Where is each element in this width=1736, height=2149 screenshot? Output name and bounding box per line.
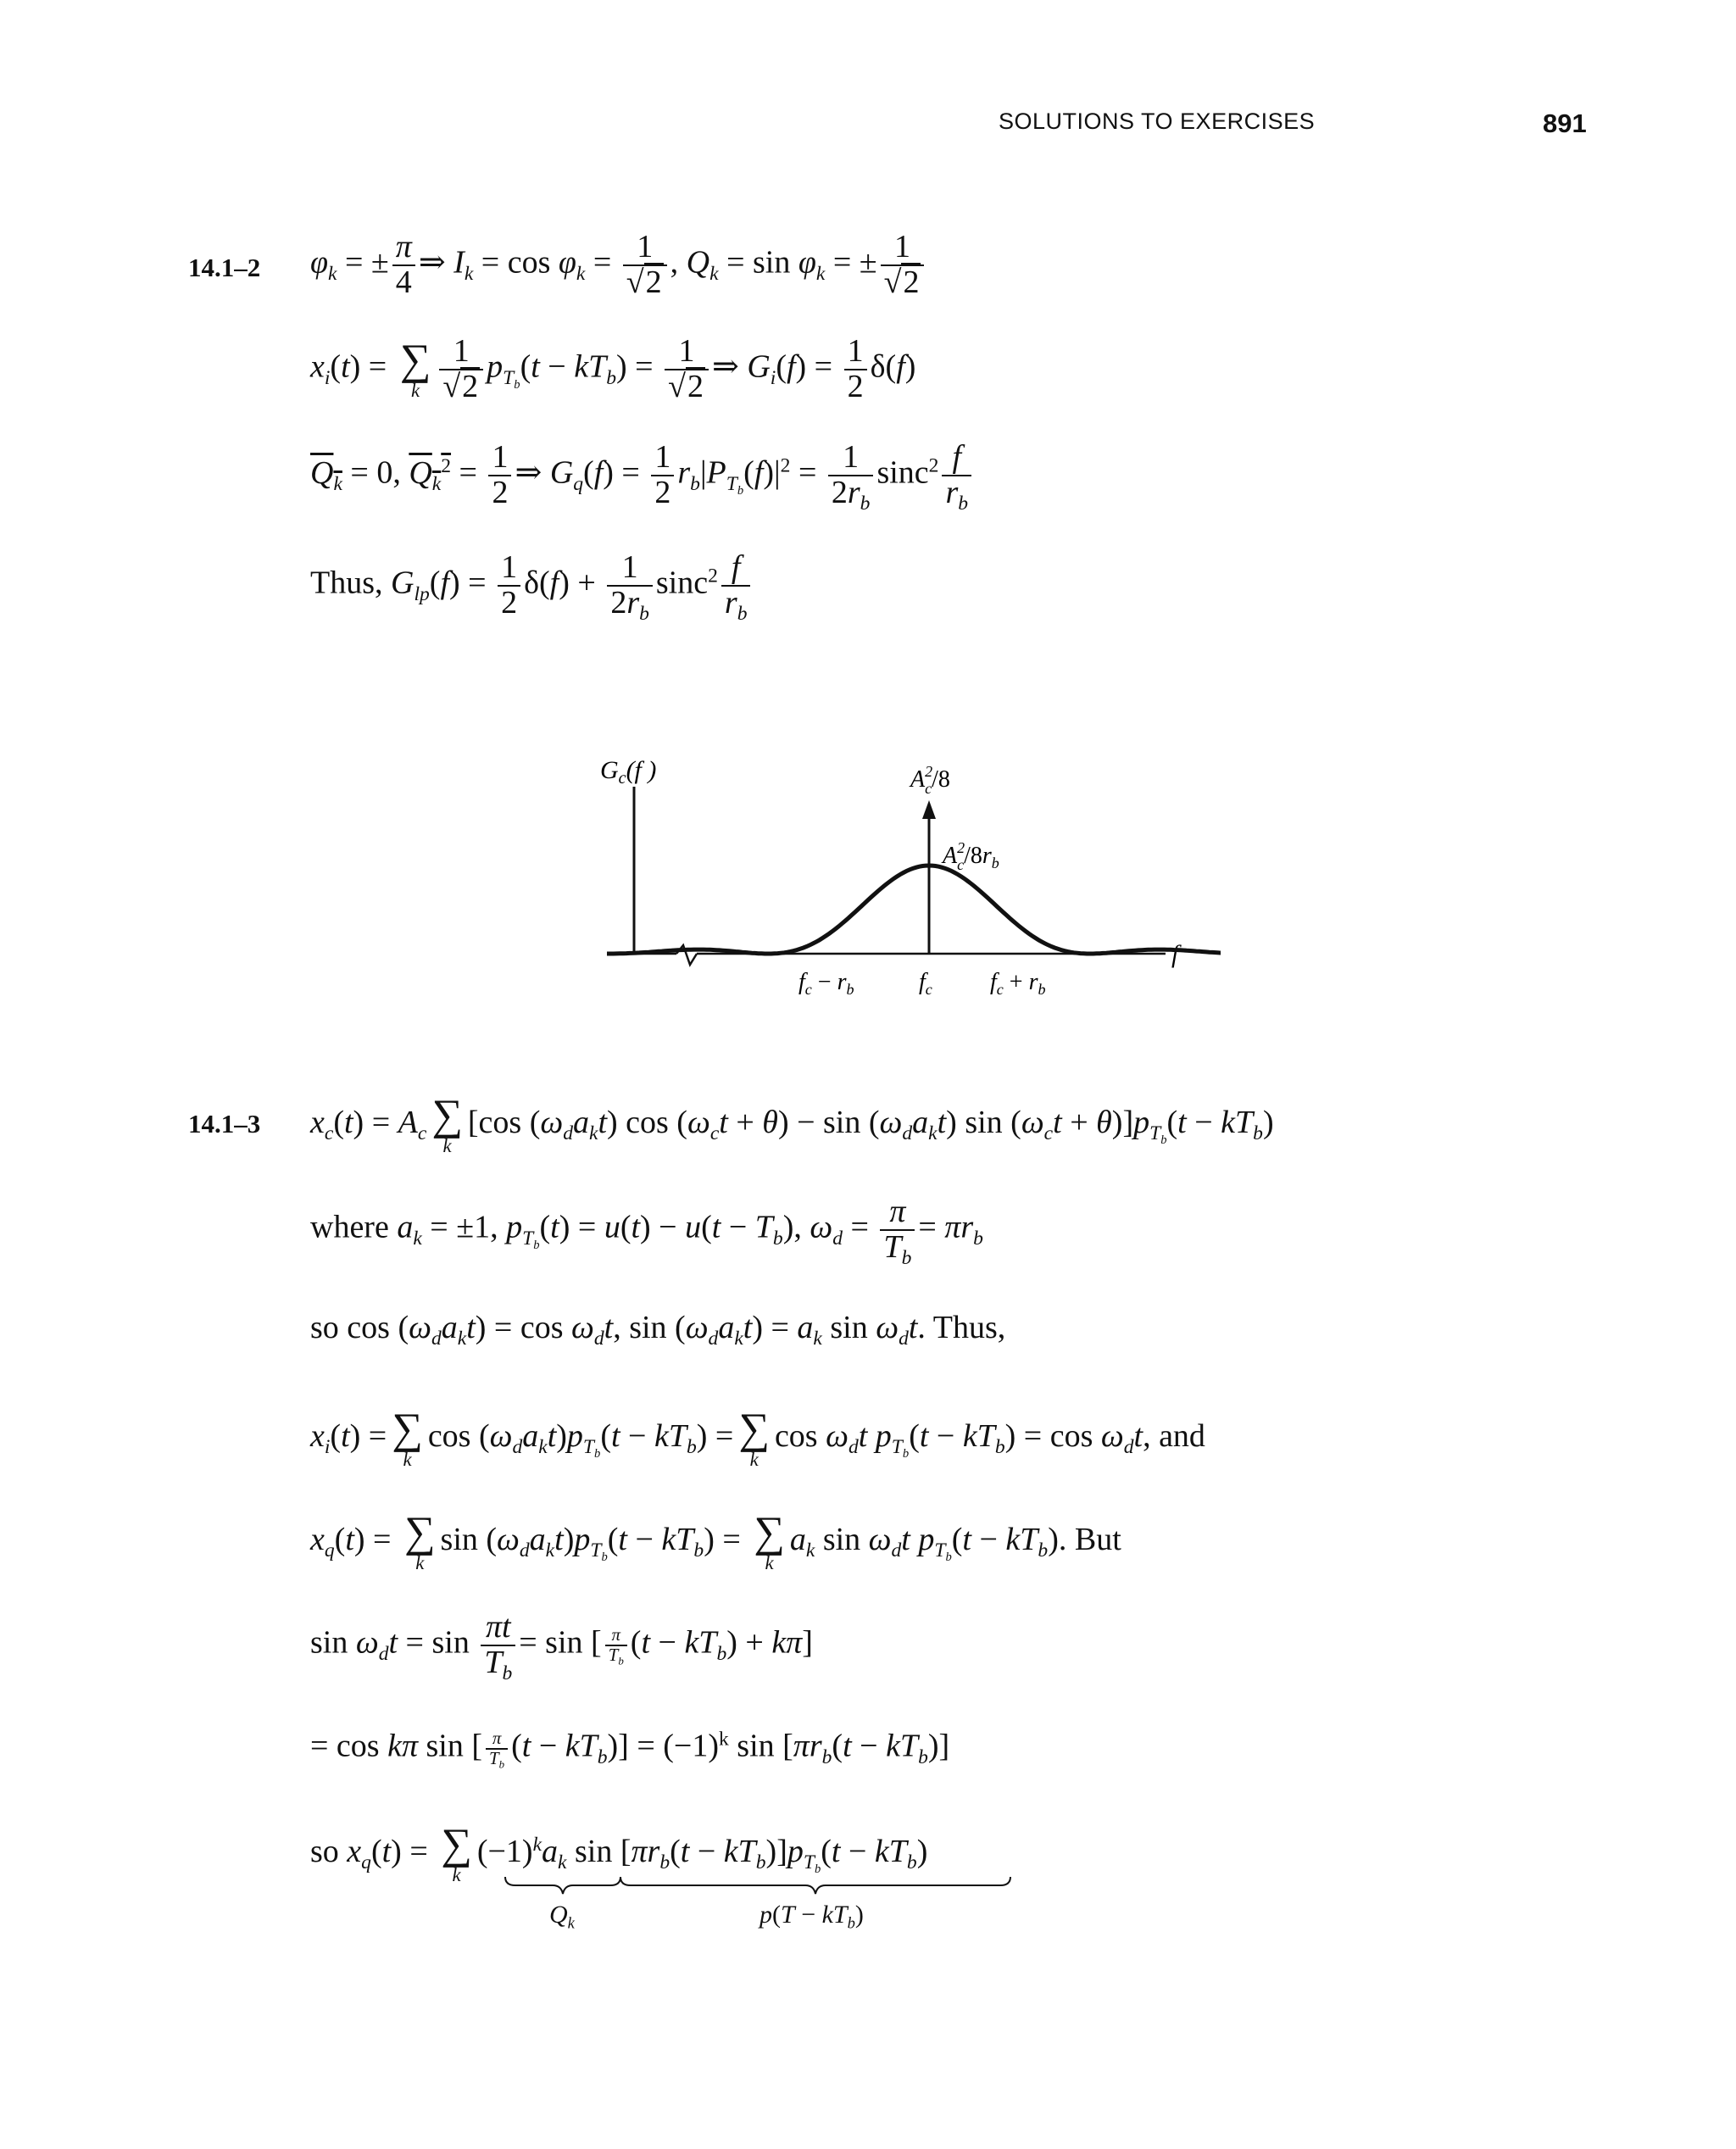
- x-axis-label: f: [1171, 940, 1179, 968]
- thus-word: Thus,: [932, 1310, 1006, 1345]
- so-word: so: [310, 1310, 339, 1345]
- peak-label: $A^2$ $c/8r_b$: [943, 839, 999, 873]
- y-axis-label: $G_c(f$ ): [600, 756, 657, 788]
- equation-phase: $\varphi_k$ = ± $\frac{\pi}{4}$ ⇒ $I_k = \cos \varphi_k$ = $\frac{1}{√2}$ , $Q_k = \sin \varphi_k$ = ± $\frac{1}{√2}$: [310, 231, 927, 300]
- but-word: But: [1074, 1521, 1121, 1557]
- tick-label-lower: $f_c - r_b$: [798, 969, 854, 998]
- tick-label-upper: $f_c + r_b$: [990, 969, 1046, 998]
- brace-label-pulse: $p(T - kT_b)$: [760, 1901, 864, 1933]
- brace-qk: [505, 1877, 620, 1894]
- equation-sin-expand: $\sin \omega_dt = \sin$ $\frac{\pi t}{T_b}$ = sin [ $\frac{\pi}{T_b}$ $(t - kT_b) + k\pi$]: [310, 1609, 813, 1685]
- where-word: where: [310, 1209, 389, 1245]
- equation-cos-kpi: = cos kπ sin [ $\frac{\pi}{T_b}$ $(t - kT_b)] = (-1)^k$ $\sin [\pi r_b(t - kT_b)]$: [310, 1728, 950, 1771]
- spectrum-curve: [607, 866, 1221, 954]
- tick-label-center: $f_c$: [919, 969, 932, 998]
- exercise-number: 14.1–3: [188, 1109, 261, 1139]
- equation-lowpass: Thus, $G_{lp}(f)$ = $\frac{1}{2}$ δ(f) + $\frac{1}{2r_b}$ sinc$^2$ $\frac{f}{r_b}$: [310, 551, 754, 621]
- running-title: SOLUTIONS TO EXERCISES: [999, 109, 1316, 134]
- impulse-arrow: [922, 800, 936, 954]
- brace-pulse: [620, 1877, 1010, 1894]
- equation-inphase: $x_i(t)$ = ∑ k $\frac{1}{√2}$ $p_{T_b}(t - kT_b)$ = $\frac{1}{√2}$ ⇒ $G_i(f)$ = $\frac{1}{2}$ δ(f): [310, 333, 916, 404]
- exercise-number: 14.1–2: [188, 253, 261, 282]
- thus-word: Thus,: [310, 565, 383, 601]
- equation-xq-final: so $x_q(t)$ = ∑ k $(-1)^ka_k$ $\sin [\pi r_b(t - kT_b)]p_{T_b}(t - kT_b)$: [310, 1820, 928, 1886]
- equation-bpsk-signal: $x_c(t) = A_c$ ∑ k [cos $(\omega_da_kt)$ $\cos (\omega_ct + \theta) - \sin (\omega_da_kt)$ $\sin (\omega_ct + \theta)]p_{T_b}(t - kT_b)$: [310, 1091, 1274, 1157]
- impulse-label: $A^2$ c/8: [910, 763, 950, 797]
- equation-quadrature: $Q_k = 0$, $Q_k^2$ = $\frac{1}{2}$ ⇒ $G_q(f)$ = $\frac{1}{2}$ $r_b|P_{T_b}(f)|^2$ = $\frac{1}{2r_b}$ sinc$^2$ $\frac{f}{r_b}$: [310, 441, 975, 510]
- so-word: so: [310, 1833, 339, 1869]
- equation-xq: $x_q(t)$ = ∑ k $\sin (\omega_da_kt)p_{T_b}(t - kT_b)$ = ∑ k $a_k$ $\sin \omega_dt$ $p_{T_b}(t - kT_b)$. But: [310, 1508, 1121, 1574]
- equation-xi: $x_i(t)$ = ∑ k $\cos (\omega_da_kt)p_{T_b}(t - kT_b)$ = ∑ k $\cos \omega_dt$ $p_{T_b}(t - kT_b) = \cos \omega_dt$, and: [310, 1405, 1205, 1471]
- equation-cos-sin: so $\cos (\omega_da_kt) = \cos \omega_dt$, $\sin (\omega_da_kt) = a_k$ $\sin \omega_dt$. Thus,: [310, 1310, 1006, 1350]
- brace-label-qk: $Q_k$: [549, 1901, 575, 1933]
- and-word: and: [1159, 1417, 1205, 1454]
- equation-definitions: where $a_k = \pm 1$, $p_{T_b}(t) = u(t) - u(t - T_b)$, $\omega_d$ = $\frac{\pi}{T_b}$ = $\pi r_b$: [310, 1194, 983, 1270]
- page-number: 891: [1543, 109, 1587, 138]
- spectrum-figure: [576, 746, 1221, 1009]
